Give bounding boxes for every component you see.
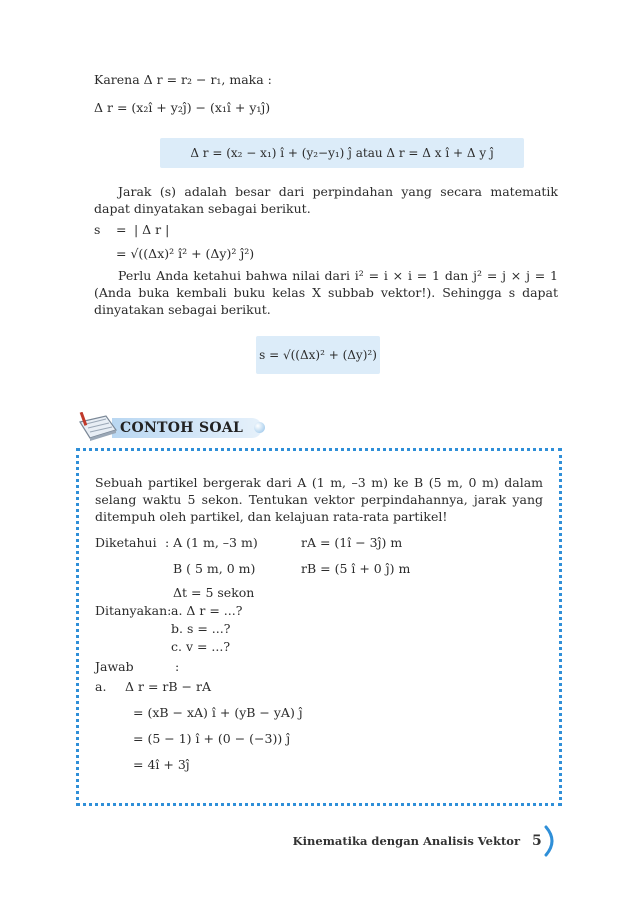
intro-line-1: Karena Δ r = r₂ − r₁, maka : [94,72,272,87]
formula-distance: s = √((Δx)² + (Δy)²) [259,348,377,362]
s-equation-2: = √((Δx)² î² + (Δy)² ĵ²) [116,246,255,261]
example-box [76,448,562,806]
paragraph-distance-line-1: Jarak (s) adalah besar dari perpindahan yang secara matematik [118,184,558,199]
paragraph-unit-vector-line-3: dinyatakan sebagai berikut. [94,302,271,317]
formula-displacement: Δ r = (x₂ − x₁) î + (y₂−y₁) ĵ atau Δ r = Δ x î + Δ y ĵ [190,146,494,160]
example-heading [76,410,276,440]
s-equals: = [116,222,127,237]
s-magnitude: | Δ r | [134,222,170,237]
page-number-value: 5 [532,833,542,849]
intro-line-2: Δ r = (x₂î + y₂ĵ) − (x₁î + y₁ĵ) [94,100,271,115]
answer-colon: : [175,659,180,674]
known-point-b: B ( 5 m, 0 m) [173,561,256,576]
example-question-3: ditempuh oleh partikel, dan kelajuan rata-rata partikel! [95,509,448,524]
heading-dot [254,422,265,433]
asked-b: b. s = ...? [171,621,231,636]
answer-label: Jawab [95,659,134,674]
page-number [524,825,560,857]
known-vector-a: rA = (1î − 3ĵ) m [301,535,403,550]
example-question-2: selang waktu 5 sekon. Tentukan vektor perpindahannya, jarak yang [95,492,543,507]
paragraph-unit-vector-line-2: (Anda buka kembali buku kelas X subbab vektor!). Sehingga s dapat [94,285,558,300]
known-time: Δt = 5 sekon [173,585,255,600]
asked-label: Ditanyakan: [95,603,172,618]
paragraph-distance-line-2: dapat dinyatakan sebagai berikut. [94,201,311,216]
answer-a-label: a. [95,679,107,694]
s-equation-1 [94,222,169,238]
known-point-a: : A (1 m, –3 m) [165,535,258,550]
formula-box-displacement [160,138,524,168]
notebook-icon [76,412,120,442]
answer-step-1: Δ r = rB − rA [125,679,211,694]
footer-title: Kinematika dengan Analisis Vektor [292,834,520,848]
answer-step-4: = 4î + 3ĵ [133,757,190,772]
example-question-1: Sebuah partikel bergerak dari A (1 m, –3 m) ke B (5 m, 0 m) dalam [95,475,543,490]
page-number-bracket [524,825,560,857]
answer-step-2: = (xB − xA) î + (yB − yA) ĵ [133,705,303,720]
known-vector-b: rB = (5 î + 0 ĵ) m [301,561,411,576]
paragraph-unit-vector-line-1: Perlu Anda ketahui bahwa nilai dari i² = i × i = 1 dan j² = j × j = 1 [118,268,558,283]
s-label: s [94,222,101,237]
asked-c: c. v = ...? [171,639,231,654]
heading-title: CONTOH SOAL [120,420,244,436]
asked-a: a. Δ r = ...? [171,603,243,618]
formula-box-distance [256,336,380,374]
known-label: Diketahui [95,535,157,550]
answer-step-3: = (5 − 1) î + (0 − (−3)) ĵ [133,731,291,746]
